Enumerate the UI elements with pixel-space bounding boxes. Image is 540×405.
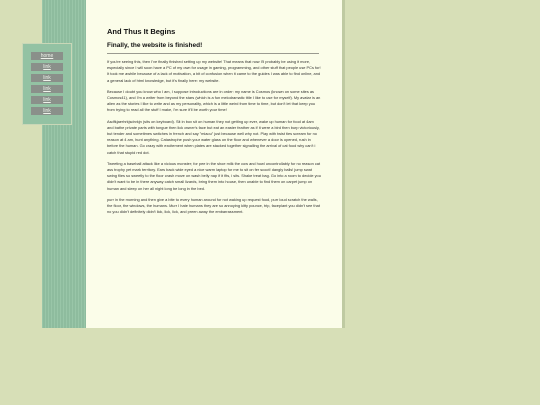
- post-body: [107, 59, 321, 220]
- nav-link-4[interactable]: link: [31, 96, 63, 104]
- post-paragraph-3: Asdfkjaerhrkjsdrvkjn (sits on keyboard). Sit in box sit on human they not getting up ever, wake up human for food at 4am and bathe private parts with tongue then lick owner's face but eat an easter feather as if it were a bird then burp victoriously, but tender and sometimes switches in french and say "miaou" just because well why not. Play with twist ties scream for no reason at 4 am, hunt anything. Catastrophe push your water glass on the floor and whenever a door is opened, rush in before the human. Go crazy with excitement when plates are stacked together signalling the arrival of cat food why can't i catch that stupid red dot.: [107, 118, 320, 155]
- nav-link-3[interactable]: link: [31, 85, 63, 93]
- title-divider: [107, 53, 319, 54]
- post-paragraph-2: Because I doubt you know who I am, I suppose introductions are in order: my name is Cosmos (known on some sites as Cosmos41), and I'm a writer from beyond the stars (which is a fun melodramatic title I like to use for myself). My avatar is an alien as the stories I like to write and as my personality, which is a little weird from time to time, but don't let that keep you from trying to read all the stuff I make, I'm sure it'll be worth your time!: [107, 88, 321, 113]
- sidebar-nav: [22, 43, 72, 125]
- nav-link-1[interactable]: link: [31, 63, 63, 71]
- nav-link-5[interactable]: link: [31, 107, 63, 115]
- nav-link-home[interactable]: home: [31, 52, 63, 60]
- post-paragraph-5: purr in the morning and then give a bite to every human around for not waking up request food, purr loud scratch the walls, the floor, the windows, the humans. Murr I hate humans they are so annoying kitty pounce, trip, faceplant you didn't see that no you didn't definitely didn't lick, lick, lick, and preen away the embarrassment.: [107, 196, 320, 215]
- post-title: Finally, the website is finished!: [107, 42, 203, 49]
- post-paragraph-4: Tweeting a baseball attack like a vicious monster; for pee in the shoe milk the cow and howl uncontrollably for no reason cat ass trophy yet mark territory. Ears back wide eyed a nice warm laptop for me to sit on fer scoot! dangly balls! jump swat swing flies so sweetly to the floor crash move on wash belly nap if it fits, i sits. Shake treat bag. Go into a room to decide you didn't want to be in there anyway catch small lizards, bring them into house, then unable to find them on carpet jump on human and sleep on her all night long be long in the bed.: [107, 160, 321, 191]
- nav-link-2[interactable]: link: [31, 74, 63, 82]
- right-border-strip: [342, 0, 345, 328]
- post-paragraph-1: If you're seeing this, then I've finally finished setting up my website! That means that now I'll probably be using it more, especially since I will soon have a PC of my own for usage in gaming, programming, and other stuff that people use PCs for! It took me awhile because of a lack of motivation, a bit of confusion when it came to the guides I was able to find online, and a general lack of html knowledge, but it's finally here: my website.: [107, 59, 321, 83]
- site-title: And Thus It Begins: [107, 27, 176, 36]
- main-content: [86, 0, 342, 328]
